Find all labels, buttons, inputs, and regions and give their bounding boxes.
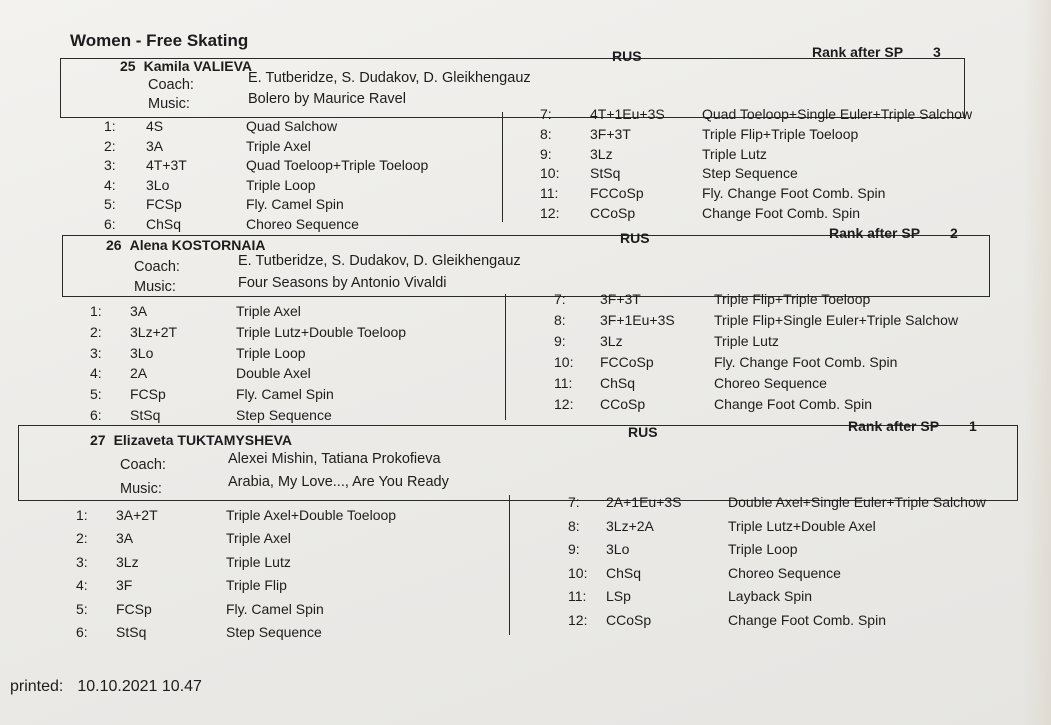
coach-value: E. Tutberidze, S. Dudakov, D. Gleikhengauz — [238, 253, 521, 269]
element-code: StSq — [130, 407, 161, 423]
element-description: Change Foot Comb. Spin — [702, 205, 860, 221]
rank-after-sp — [829, 225, 958, 241]
element-description: Fly. Camel Spin — [236, 386, 334, 403]
element-description: Triple Axel — [226, 530, 291, 547]
element-description: Triple Loop — [246, 176, 316, 193]
element-index: 1: — [90, 303, 102, 319]
element-index: 11: — [540, 185, 559, 202]
element-code: LSp — [606, 588, 631, 605]
element-description: Triple Flip+Single Euler+Triple Salchow — [714, 312, 959, 328]
column-divider — [502, 112, 503, 222]
coach-label: Coach: — [120, 457, 166, 473]
element-description: Step Sequence — [226, 624, 322, 640]
element-code: FCCoSp — [600, 354, 654, 370]
element-code: CCoSp — [590, 205, 636, 221]
element-index: 7: — [554, 291, 566, 307]
element-description: Layback Spin — [728, 588, 813, 605]
rank-value: 3 — [933, 44, 941, 60]
rank-label: Rank after SP — [829, 225, 921, 241]
skater-name — [120, 58, 252, 74]
rank-after-sp — [812, 44, 941, 60]
element-code: StSq — [590, 165, 621, 182]
element-code: 2A — [130, 365, 148, 382]
element-index: 11: — [554, 375, 573, 391]
element-description: Double Axel+Single Euler+Triple Salchow — [728, 494, 986, 510]
printed-value: 10.10.2021 10.47 — [77, 678, 202, 695]
element-code: StSq — [116, 624, 147, 640]
element-description: Triple Lutz — [702, 145, 767, 162]
element-description: Triple Lutz — [714, 333, 779, 349]
element-index: 4: — [76, 577, 88, 594]
element-description: Triple Flip — [226, 577, 287, 594]
element-index: 8: — [568, 517, 580, 534]
element-index: 12: — [568, 612, 588, 628]
printed-label: printed: — [10, 678, 64, 695]
nation-code: RUS — [620, 230, 650, 246]
element-description: Fly. Camel Spin — [226, 600, 324, 617]
element-index: 3: — [104, 157, 116, 174]
element-index: 10: — [568, 564, 588, 581]
page-title: Women - Free Skating — [70, 31, 249, 50]
element-code: 4T+3T — [146, 157, 187, 174]
column-divider — [509, 495, 510, 635]
element-code: 2A+1Eu+3S — [606, 494, 682, 510]
element-code: 3F+3T — [590, 125, 631, 142]
element-description: Fly. Change Foot Comb. Spin — [714, 354, 898, 370]
element-description: Triple Loop — [728, 541, 798, 558]
nation-code: RUS — [628, 424, 658, 440]
music-label: Music: — [134, 279, 176, 295]
element-index: 12: — [540, 205, 560, 221]
element-description: Triple Loop — [236, 344, 306, 361]
element-index: 7: — [568, 494, 580, 510]
element-description: Quad Toeloop+Single Euler+Triple Salchow — [702, 106, 973, 122]
element-index: 1: — [76, 507, 88, 523]
start-number: 25 — [120, 58, 136, 74]
element-index: 1: — [104, 118, 116, 134]
element-description: Fly. Camel Spin — [246, 196, 344, 213]
element-index: 4: — [90, 365, 102, 382]
start-number: 26 — [106, 237, 122, 253]
element-index: 2: — [76, 530, 88, 547]
rank-label: Rank after SP — [848, 418, 940, 434]
element-description: Triple Lutz — [226, 553, 291, 570]
element-code: FCSp — [130, 386, 166, 403]
element-code: ChSq — [606, 564, 642, 581]
element-description: Triple Lutz+Double Axel — [728, 517, 876, 534]
skater-name-text: Kamila VALIEVA — [143, 58, 252, 74]
element-code: 3A — [146, 137, 164, 154]
element-code: CCoSp — [600, 396, 646, 412]
rank-value: 2 — [950, 225, 958, 241]
element-index: 3: — [76, 553, 88, 570]
element-index: 8: — [554, 312, 566, 328]
element-description: Triple Axel — [236, 303, 301, 319]
skater-name-text: Elizaveta TUKTAMYSHEVA — [113, 432, 292, 448]
element-description: Choreo Sequence — [714, 375, 827, 391]
coach-label: Coach: — [148, 77, 194, 93]
element-code: 3A+2T — [116, 507, 158, 523]
element-index: 11: — [568, 588, 587, 605]
element-code: FCCoSp — [590, 185, 644, 202]
element-description: Double Axel — [236, 365, 311, 382]
skater-name — [106, 237, 265, 253]
element-code: CCoSp — [606, 612, 652, 628]
music-value: Arabia, My Love..., Are You Ready — [228, 474, 449, 490]
element-index: 4: — [104, 176, 116, 193]
element-index: 6: — [76, 624, 88, 640]
music-value: Four Seasons by Antonio Vivaldi — [238, 275, 447, 291]
element-code: 3A — [116, 530, 134, 547]
element-description: Triple Axel — [246, 137, 311, 154]
element-description: Triple Flip+Triple Toeloop — [714, 291, 871, 307]
element-code: 3A — [130, 303, 148, 319]
element-index: 9: — [554, 333, 566, 349]
skater-name-text: Alena KOSTORNAIA — [129, 237, 266, 253]
element-description: Choreo Sequence — [728, 564, 841, 581]
element-description: Triple Flip+Triple Toeloop — [702, 125, 859, 142]
element-description: Step Sequence — [702, 165, 798, 182]
element-index: 7: — [540, 106, 552, 122]
element-code: 3Lz — [116, 553, 139, 570]
element-code: 3Lo — [146, 176, 170, 193]
skater-name — [90, 432, 292, 448]
element-code: 4S — [146, 118, 164, 134]
coach-value: Alexei Mishin, Tatiana Prokofieva — [228, 451, 441, 467]
element-index: 9: — [568, 541, 580, 558]
element-index: 5: — [90, 386, 102, 403]
element-code: 3Lo — [130, 344, 154, 361]
column-divider — [505, 294, 506, 420]
element-code: ChSq — [146, 216, 182, 232]
coach-label: Coach: — [134, 259, 180, 275]
element-index: 6: — [104, 216, 116, 232]
element-code: 4T+1Eu+3S — [590, 106, 665, 122]
element-description: Triple Lutz+Double Toeloop — [236, 323, 407, 340]
rank-value: 1 — [969, 418, 977, 434]
music-value: Bolero by Maurice Ravel — [248, 91, 406, 107]
element-description: Change Foot Comb. Spin — [728, 612, 886, 628]
element-code: 3Lo — [606, 541, 630, 558]
coach-value: E. Tutberidze, S. Dudakov, D. Gleikhengauz — [248, 70, 531, 86]
element-code: 3F+1Eu+3S — [600, 312, 675, 328]
element-code: FCSp — [116, 600, 152, 617]
element-description: Quad Salchow — [246, 118, 338, 134]
music-label: Music: — [148, 96, 190, 112]
element-index: 2: — [104, 137, 116, 154]
element-index: 2: — [90, 323, 102, 340]
element-description: Quad Toeloop+Triple Toeloop — [246, 157, 429, 174]
element-index: 6: — [90, 407, 102, 423]
element-index: 5: — [104, 196, 116, 213]
element-index: 8: — [540, 125, 552, 142]
element-index: 5: — [76, 600, 88, 617]
start-number: 27 — [90, 432, 106, 448]
element-code: FCSp — [146, 196, 182, 213]
element-index: 3: — [90, 344, 102, 361]
element-description: Change Foot Comb. Spin — [714, 396, 872, 412]
element-index: 10: — [540, 165, 560, 182]
element-code: 3Lz+2A — [606, 517, 654, 534]
music-label: Music: — [120, 481, 162, 497]
element-description: Fly. Change Foot Comb. Spin — [702, 185, 886, 202]
element-code: 3F — [116, 577, 133, 594]
element-description: Step Sequence — [236, 407, 332, 423]
element-description: Triple Axel+Double Toeloop — [226, 507, 397, 523]
rank-label: Rank after SP — [812, 44, 904, 60]
rank-after-sp — [848, 418, 977, 434]
element-index: 9: — [540, 145, 552, 162]
element-code: 3F+3T — [600, 291, 641, 307]
element-code: 3Lz — [600, 333, 623, 349]
element-index: 12: — [554, 396, 574, 412]
element-code: ChSq — [600, 375, 636, 391]
printed-timestamp — [10, 678, 202, 696]
element-index: 10: — [554, 354, 574, 370]
element-code: 3Lz+2T — [130, 323, 178, 340]
paper-edge-shadow — [1023, 0, 1051, 725]
element-description: Choreo Sequence — [246, 216, 359, 232]
element-code: 3Lz — [590, 145, 613, 162]
nation-code: RUS — [612, 48, 642, 64]
